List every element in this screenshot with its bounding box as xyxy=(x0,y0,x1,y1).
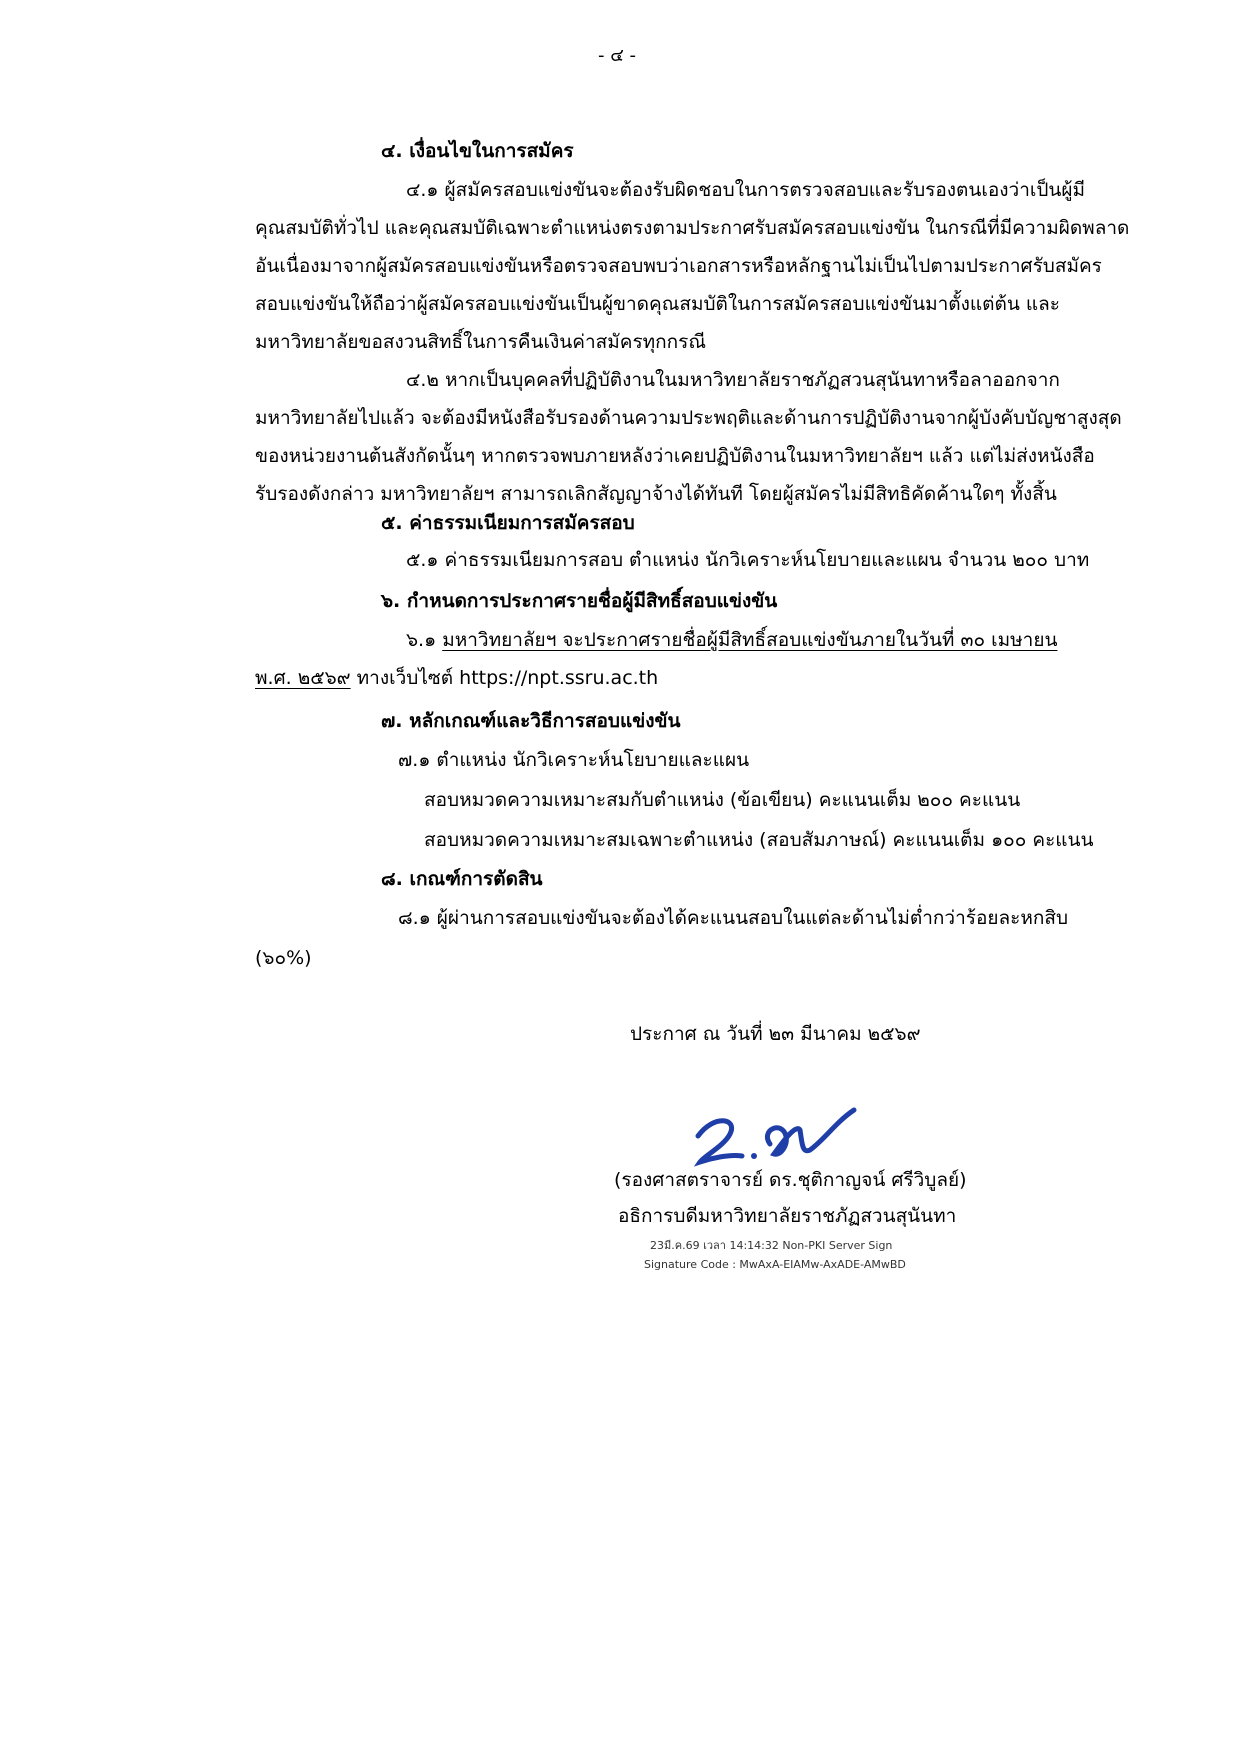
section-4-1-line-1: ๔.๑ ผู้สมัครสอบแข่งขันจะต้องรับผิดชอบในการตรวจสอบและรับรองตนเองว่าเป็นผู้มี xyxy=(406,179,1086,201)
sign-code: Signature Code : MwAxA-EIAMw-AxADE-AMwBD xyxy=(644,1258,906,1271)
section-8-1-continued: (๖๐%) xyxy=(255,947,312,969)
section-5-heading: ๕. ค่าธรรมเนียมการสมัครสอบ xyxy=(381,512,635,534)
section-7-1-sub-2: สอบหมวดความเหมาะสมเฉพาะตำแหน่ง (สอบสัมภาษณ์) คะแนนเต็ม ๑๐๐ คะแนน xyxy=(424,829,1094,851)
section-8-heading: ๘. เกณฑ์การตัดสิน xyxy=(381,868,543,890)
section-7-1-sub-1: สอบหมวดความเหมาะสมกับตำแหน่ง (ข้อเขียน) คะแนนเต็ม ๒๐๐ คะแนน xyxy=(424,789,1021,811)
section-4-2-line-3: ของหน่วยงานต้นสังกัดนั้นๆ หากตรวจพบภายหลังว่าเคยปฏิบัติงานในมหาวิทยาลัยฯ แล้ว แต่ไม่ส่งหนังสือ xyxy=(255,445,1095,467)
section-6-1-website: ทางเว็บไซต์ https://npt.ssru.ac.th xyxy=(350,667,659,689)
section-5-1: ๕.๑ ค่าธรรมเนียมการสอบ ตำแหน่ง นักวิเคราะห์นโยบายและแผน จำนวน ๒๐๐ บาท xyxy=(406,549,1090,571)
section-4-2-line-2: มหาวิทยาลัยไปแล้ว จะต้องมีหนังสือรับรองด้านความประพฤติและด้านการปฏิบัติงานจากผู้บังคับบัญชาสูงสุด xyxy=(255,407,1122,429)
section-6-heading: ๖. กำหนดการประกาศรายชื่อผู้มีสิทธิ์สอบแข่งขัน xyxy=(381,590,778,612)
section-7-heading: ๗. หลักเกณฑ์และวิธีการสอบแข่งขัน xyxy=(381,710,681,732)
signer-name: (รองศาสตราจารย์ ดร.ชุติกาญจน์ ศรีวิบูลย์) xyxy=(614,1169,967,1191)
section-6-1-line-2 xyxy=(255,658,658,698)
announce-date: ประกาศ ณ วันที่ ๒๓ มีนาคม ๒๕๖๙ xyxy=(630,1023,921,1045)
page-number: - ๔ - xyxy=(598,45,637,66)
signer-title: อธิการบดีมหาวิทยาลัยราชภัฏสวนสุนันทา xyxy=(618,1205,957,1227)
section-4-1-line-2: คุณสมบัติทั่วไป และคุณสมบัติเฉพาะตำแหน่งตรงตามประกาศรับสมัครสอบแข่งขัน ในกรณีที่มีความผิดพลาด xyxy=(255,217,1130,239)
section-8-1: ๘.๑ ผู้ผ่านการสอบแข่งขันจะต้องได้คะแนนสอบในแต่ละด้านไม่ต่ำกว่าร้อยละหกสิบ xyxy=(398,907,1069,929)
section-6-1-line-1 xyxy=(406,620,1057,660)
section-6-1-prefix: ๖.๑ xyxy=(406,629,443,651)
section-6-1-underlined: มหาวิทยาลัยฯ จะประกาศรายชื่อผู้มีสิทธิ์สอบแข่งขันภายในวันที่ ๓๐ เมษายน xyxy=(442,629,1058,651)
section-4-2-line-4: รับรองดังกล่าว มหาวิทยาลัยฯ สามารถเลิกสัญญาจ้างได้ทันที โดยผู้สมัครไม่มีสิทธิคัดค้านใดๆ ทั้งสิ้น xyxy=(255,483,1057,505)
section-4-1-line-5: มหาวิทยาลัยขอสงวนสิทธิ์ในการคืนเงินค่าสมัครทุกกรณี xyxy=(255,331,707,353)
section-6-1-year: พ.ศ. ๒๕๖๙ xyxy=(255,667,351,689)
section-4-heading: ๔. เงื่อนไขในการสมัคร xyxy=(381,140,574,162)
section-4-1-line-3: อันเนื่องมาจากผู้สมัครสอบแข่งขันหรือตรวจสอบพบว่าเอกสารหรือหลักฐานไม่เป็นไปตามประกาศรับสมัคร xyxy=(255,255,1102,277)
section-7-1: ๗.๑ ตำแหน่ง นักวิเคราะห์นโยบายและแผน xyxy=(398,749,750,771)
section-4-1-line-4: สอบแข่งขันให้ถือว่าผู้สมัครสอบแข่งขันเป็นผู้ขาดคุณสมบัติในการสมัครสอบแข่งขันมาตั้งแต่ต้น และ xyxy=(255,293,1060,315)
sign-meta: 23มี.ค.69 เวลา 14:14:32 Non-PKI Server Sign xyxy=(650,1239,893,1252)
section-4-2-line-1: ๔.๒ หากเป็นบุคคลที่ปฏิบัติงานในมหาวิทยาลัยราชภัฏสวนสุนันทาหรือลาออกจาก xyxy=(406,369,1060,391)
